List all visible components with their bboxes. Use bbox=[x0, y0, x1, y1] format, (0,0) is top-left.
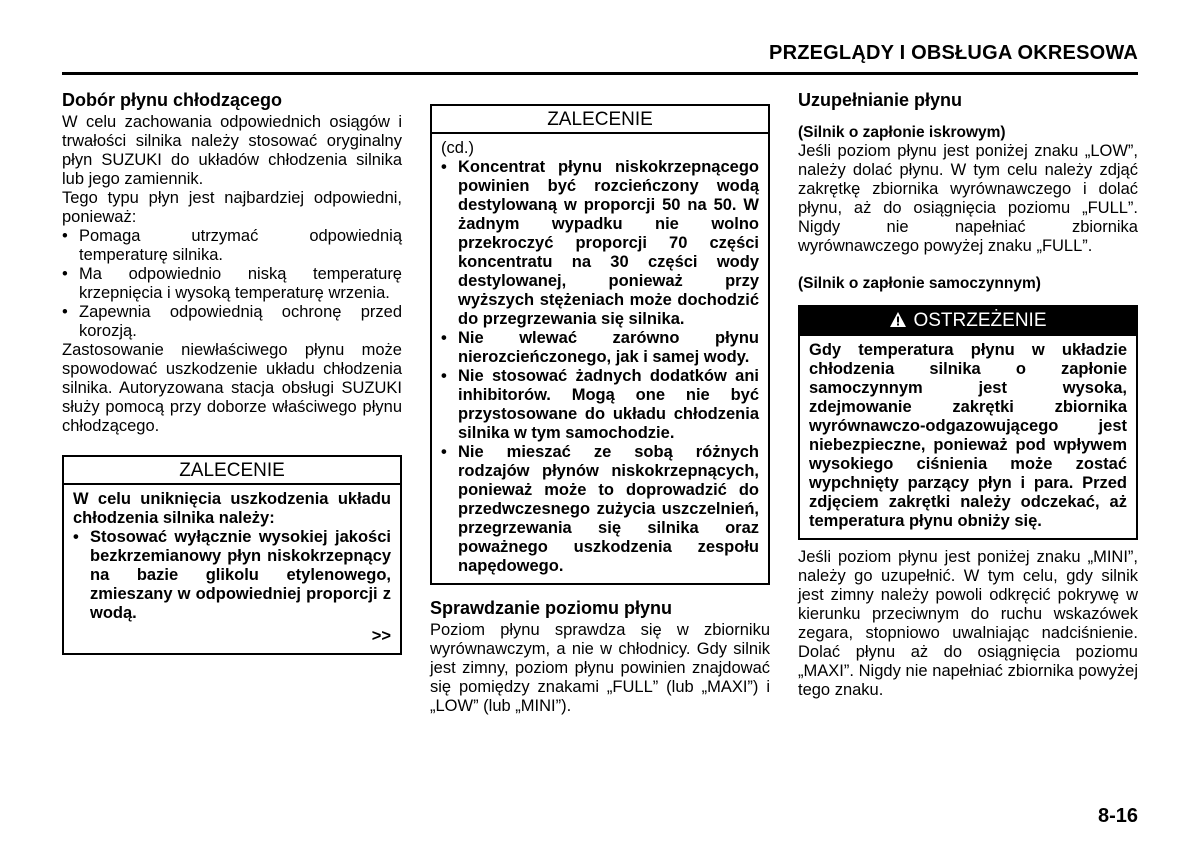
list-item: • Nie mieszać ze sobą różnych rodzajów płynów niskokrzepnących, ponieważ może to doprowadzić do przedwczesnego zużycia uszczelnień, przegrzewania się silnika oraz poważnego uszkodzenia zespołu napędowego. bbox=[441, 443, 759, 576]
warning-triangle-icon bbox=[889, 311, 907, 332]
paragraph: Zastosowanie niewłaściwego płynu może spowodować uszkodzenie układu chłodzenia silnika. Autoryzowana stacja obsługi SUZUKI służy pomocą przy doborze właściwego płynu chłodzącego. bbox=[62, 341, 402, 435]
column-2 bbox=[430, 104, 770, 585]
list-item: • Stosować wyłącznie wysokiej jakości bezkrzemianowy płyn niskokrzepnący na bazie glikolu etylenowego, zmieszany w odpowiedniej proporcji z wodą. bbox=[73, 528, 391, 623]
paragraph: Jeśli poziom płynu jest poniżej znaku „MINI”, należy go uzupełnić. W tym celu, gdy silnik jest zimny należy powoli odkręcić pokrywę w kierunku przeciwnym do ruchu wskazówek zegara, stopniowo uwalniając nadciśnienie. Dolać płynu aż do osiągnięcia poziomu „MAXI”. Nigdy nie napełniać zbiornika powyżej tego znaku. bbox=[798, 548, 1138, 699]
notice-intro: W celu uniknięcia uszkodzenia układu chłodzenia silnika należy: bbox=[73, 490, 391, 527]
notice-box bbox=[430, 104, 770, 585]
list-item: • Nie stosować żadnych dodatków ani inhibitorów. Mogą one nie być przystosowane do układu chłodzenia silnika w tym samochodzie. bbox=[441, 367, 759, 443]
section-heading-coolant-selection: Dobór płynu chłodzącego bbox=[62, 90, 283, 110]
list-item: • Zapewnia odpowiednią ochronę przed korozją. bbox=[62, 303, 402, 341]
warning-body bbox=[800, 336, 1136, 538]
paragraph: Poziom płynu sprawdza się w zbiorniku wyrównawczym, a nie w chłodnicy. Gdy silnik jest zimny, poziom płynu powinien znajdować się pomiędzy znakami „FULL” (lub „MAXI”) i „LOW” (lub „MINI”). bbox=[430, 621, 770, 715]
section-heading-topping-up: Uzupełnianie płynu bbox=[798, 90, 963, 110]
list-item: • Nie wlewać zarówno płynu nierozcieńczonego, jak i samej wody. bbox=[441, 329, 759, 367]
notice-bullet-list bbox=[73, 528, 391, 623]
list-item: • Ma odpowiednio niską temperaturę krzepnięcia i wysoką temperaturę wrzenia. bbox=[62, 265, 402, 303]
list-item: • Koncentrat płynu niskokrzepnącego powinien być rozcieńczony wodą destylowaną w proporcji 50 na 50. W żadnym wypadku nie wolno przekroczyć proporcji 70 części koncentratu na 30 części wody destylowanej, ponieważ przy wyższych stężeniach może dochodzić do przegrzewania się silnika. bbox=[441, 158, 759, 329]
continued-label: (cd.) bbox=[441, 139, 474, 157]
notice-title: ZALECENIE bbox=[432, 106, 768, 134]
page-number: 8-16 bbox=[1097, 805, 1138, 827]
column-1 bbox=[62, 90, 402, 655]
notice-body bbox=[64, 485, 400, 653]
subheading-compression-ignition: (Silnik o zapłonie samoczynnym) bbox=[798, 275, 1041, 292]
continued-marker: >> bbox=[371, 627, 391, 645]
warning-title: OSTRZEŻENIE bbox=[913, 310, 1047, 331]
paragraph: W celu zachowania odpowiednich osiągów i trwałości silnika należy stosować oryginalny płyn SUZUKI do układów chłodzenia silnika lub jego zamiennik. bbox=[62, 113, 402, 188]
notice-box bbox=[62, 455, 402, 655]
list-item: • Pomaga utrzymać odpowiednią temperaturę silnika. bbox=[62, 227, 402, 265]
subheading-spark-ignition: (Silnik o zapłonie iskrowym) bbox=[798, 124, 1006, 141]
column-3 bbox=[798, 90, 1138, 700]
page-header bbox=[62, 40, 1138, 75]
level-check-section bbox=[430, 598, 770, 716]
warning-title-bar bbox=[800, 307, 1136, 336]
paragraph: Tego typu płyn jest najbardziej odpowiedni, ponieważ: bbox=[62, 189, 402, 226]
warning-text: Gdy temperatura płynu w układzie chłodzenia silnika o zapłonie samoczynnym jest wysoka, zdejmowanie zakrętki zbiornika wyrównawczo-odgazowującego jest niebezpieczne, ponieważ pod wpływem wysokiego ciśnienia może zostać wypchnięty parzący płyn i para. Przed zdjęciem zakrętki należy odczekać, aż temperatura płynu obniży się. bbox=[809, 341, 1127, 530]
notice-bullet-list bbox=[441, 158, 759, 576]
notice-title: ZALECENIE bbox=[64, 457, 400, 485]
page-title: PRZEGLĄDY I OBSŁUGA OKRESOWA bbox=[769, 42, 1138, 64]
warning-box bbox=[798, 305, 1138, 540]
section-heading-level-check: Sprawdzanie poziomu płynu bbox=[430, 598, 673, 618]
bullet-list bbox=[62, 227, 402, 341]
paragraph: Jeśli poziom płynu jest poniżej znaku „LOW”, należy dolać płynu. W tym celu należy zdjąć zakrętkę zbiornika wyrównawczego i dolać płynu, aż do osiągnięcia poziomu „FULL”. Nigdy nie napełniać zbiornika wyrównawczego powyżej znaku „FULL”. bbox=[798, 142, 1138, 255]
notice-body bbox=[432, 134, 768, 583]
